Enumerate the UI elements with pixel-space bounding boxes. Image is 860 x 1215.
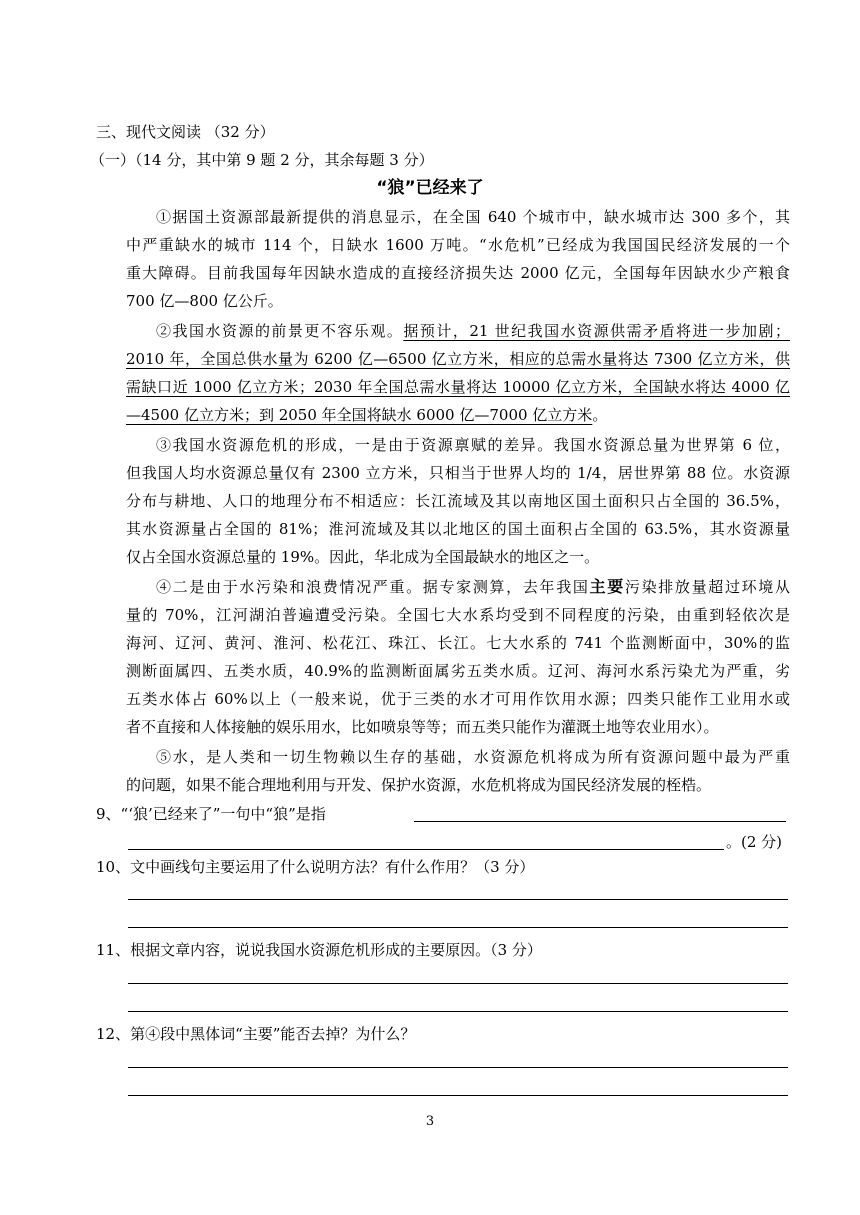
p3-line-4: 其水资源量占全国的 81%；淮河流域及其以北地区的国土面积占全国的 63.5%，其水资源量 (126, 520, 790, 538)
p3-line-2: 但我国人均水资源总量仅有 2300 立方米，只相当于世界人均的 1/4，居世界第 88 位。水资源 (126, 464, 790, 482)
p2-underlined-sentence-start: 据预计，21 世纪我国水资源供需矛盾将进一步加剧； (403, 322, 790, 340)
p4-line-4: 测断面属四、五类水质，40.9%的监测断面属劣五类水质。辽河、海河水系污染尤为严重，劣 (126, 662, 790, 680)
p2-line-4 (126, 401, 790, 429)
p2-underlined-line-2: 2010 年，全国总供水量为 6200 亿—6500 亿立方米，相应的总需水量将达 7300 亿立方米，供 (126, 350, 790, 368)
p4-line-6: 者不直接和人体接触的娱乐用水，比如喷泉等等；而五类只能作为灌溉土地等农业用水）。 (126, 718, 719, 736)
question-10: 10、文中画线句主要运用了什么说明方法？有什么作用？（3 分） (96, 858, 535, 876)
q11-answer-line-2[interactable] (128, 1011, 788, 1012)
q11-answer-line-1[interactable] (128, 983, 788, 984)
q10-answer-line-2[interactable] (128, 927, 788, 928)
p2-line-1 (156, 317, 790, 345)
q9-answer-line-1[interactable] (414, 821, 786, 822)
p4-line-1 (156, 573, 790, 601)
question-9-points: 。(2 分) (726, 833, 783, 851)
p1-line-2: 中严重缺水的城市 114 个，日缺水 1600 万吨。“水危机”已经成为我国国民经济发展的一个 (126, 236, 790, 254)
p1-line-4: 700 亿—800 亿公斤。 (126, 292, 283, 310)
question-12: 12、第④段中黑体词“主要”能否去掉？为什么？ (96, 1025, 416, 1043)
p3-line-1: ③我国水资源危机的形成，一是由于资源禀赋的差异。我国水资源总量为世界第 6 位， (156, 436, 790, 454)
p4-line-1-end: 污染排放量超过环境从 (624, 578, 790, 596)
p4-line-1-start: ④二是由于水污染和浪费情况严重。据专家测算，去年我国 (156, 578, 590, 596)
section-heading: 三、现代文阅读 （32 分） (96, 123, 275, 141)
q12-answer-line-1[interactable] (128, 1067, 788, 1068)
p4-line-5: 五类水体占 60%以上（一般来说，优于三类的水才可用作饮用水源；四类只能作工业用水或 (126, 690, 790, 708)
p2-underlined-sentence-end: —4500 亿立方米；到 2050 年全国将缺水 6000 亿—7000 亿立方米 (126, 406, 593, 424)
p3-line-5: 仅占全国水资源总量的 19%。因此，华北成为全国最缺水的地区之一。 (126, 548, 600, 566)
p5-line-2: 的问题，如果不能合理地利用与开发、保护水资源，水危机将成为国民经济发展的桎梏。 (126, 776, 712, 794)
p4-line-2: 量的 70%，江河湖泊普遍遭受污染。全国七大水系均受到不同程度的污染，由重到轻依次是 (126, 606, 790, 624)
p3-line-3: 分布与耕地、人口的地理分布不相适应：长江流域及其以南地区国土面积只占全国的 36.5%， (126, 492, 790, 510)
p4-line-3: 海河、辽河、黄河、淮河、松花江、珠江、长江。七大水系的 741 个监测断面中，30%的监 (126, 634, 790, 652)
question-11: 11、根据文章内容，说说我国水资源危机形成的主要原因。（3 分） (96, 941, 542, 959)
p5-line-1: ⑤水，是人类和一切生物赖以生存的基础，水资源危机将成为所有资源问题中最为严重 (156, 748, 790, 766)
page-number: 3 (425, 1114, 435, 1129)
q10-answer-line-1[interactable] (128, 899, 788, 900)
q9-answer-line-2[interactable] (128, 849, 724, 850)
bold-word-zhuyao: 主要 (589, 577, 625, 596)
q12-answer-line-2[interactable] (128, 1095, 788, 1096)
question-9: 9、“‘狼’已经来了”一句中“狼”是指 (96, 805, 326, 823)
p2-line-4-end: 。 (592, 406, 608, 424)
p2-line-1-plain: ②我国水资源的前景更不容乐观。 (156, 322, 404, 340)
p1-line-1: ①据国土资源部最新提供的消息显示，在全国 640 个城市中，缺水城市达 300 多个，其 (156, 208, 790, 226)
section-sub-heading: （一）（14 分，其中第 9 题 2 分，其余每题 3 分） (90, 151, 434, 169)
article-title: “狼”已经来了 (376, 178, 484, 198)
p2-underlined-line-3: 需缺口近 1000 亿立方米；2030 年全国总需水量将达 10000 亿立方米，全国缺水将达 4000 亿 (126, 378, 790, 396)
p1-line-3: 重大障碍。目前我国每年因缺水造成的直接经济损失达 2000 亿元，全国每年因缺水少产粮食 (126, 264, 790, 282)
